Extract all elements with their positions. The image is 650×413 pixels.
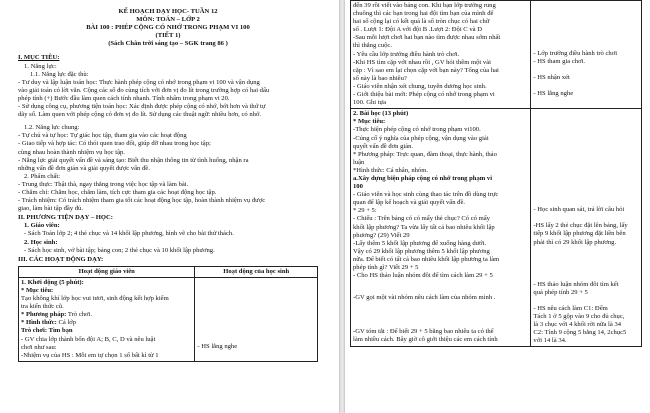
text-line: - HS nhận xét [533, 74, 570, 82]
text-line: phải thì có 29 khối lập phương. [533, 238, 617, 246]
text-line: - Trách nhiệm: Có trách nhiệm tham gia tốt các hoạt động học tập, hoàn thành nhiệm vụ được [18, 197, 266, 205]
text-line: cùng nhau hoàn thành nhiệm vụ học tập. [18, 148, 125, 156]
text-line: - Lớp trưởng điều hành trò chơi [533, 50, 618, 57]
section-activities: III. CÁC HOẠT ĐỘNG DẠY: [18, 255, 104, 263]
text-line: 1. Khởi động (5 phút): [21, 278, 84, 286]
text-line: - Tư duy và lập luận toán học: Thực hành phép cộng có nhớ trong phạm vi 100 và vận dụng [18, 78, 260, 86]
student-cell [531, 1, 642, 109]
text-line: quyết vấn đề đơn giản. [353, 142, 414, 150]
text-line: - Giáo viên nhận xét chung, tuyên dương học sinh. [353, 82, 487, 90]
header-week: KẾ HOẠCH DẠY HỌC- TUẦN 12 [118, 8, 218, 15]
text-line: -GV tóm tắt : Để biết 29 + 5 bằng bao nhiêu ta có thể [353, 328, 494, 336]
text-line: -HS lấy 2 thẻ chục đặt lên bảng, lấy [533, 222, 628, 230]
student-cell [195, 277, 318, 361]
text-line: quả phép tính 29 + 5 [533, 288, 588, 296]
text-line: phép tính gì? Viết 29 + 5 [353, 264, 419, 271]
label-method: * Phương pháp: [21, 311, 67, 319]
text-line: dãy số. Làm quen với phép cộng có đơn vị đo lít. Sử dụng các thuật ngữ: nhiều hơn, có nhớ. [18, 111, 262, 119]
student-cell [531, 109, 642, 347]
text-line: tiếp 9 khối lập phương đặt liền bên [533, 230, 626, 238]
table-row [351, 1, 642, 109]
text-line: phép tính (+) Bước đầu làm quen cách tính nhanh. Tính nhẩm trong phạm vi 20. [18, 94, 230, 102]
text-line: - Sách học sinh, vở bài tập; bảng con; 2 thẻ chục và 10 khối lập phương. [24, 246, 215, 254]
text-line: C2: Tính 9 cộng 5 bằng 14, 2chục5 [533, 329, 627, 337]
text-line: - Năng lực giải quyết vấn đề và sáng tạo: Biết thu nhận thông tin từ tình huống, nhận ra [18, 156, 249, 164]
text-line: Trò chơi: Tìm bạn [21, 327, 73, 335]
text-line: - HS nêu cách làm C1: Đếm [533, 304, 608, 312]
column-header-student: Hoạt động của học sinh [195, 266, 318, 277]
heading-qualities: 2. Phẩm chất: [24, 172, 61, 180]
header-lesson-title: BÀI 100 : PHÉP CỘNG CÓ NHỚ TRONG PHẠM VI 100 [86, 24, 250, 32]
text-line: -Củng cố ý nghĩa của phép cộng, vận dụng vào giải [353, 134, 489, 142]
text-line: - Chăm chỉ: Chăm học, chăm làm, tích cực tham gia các hoạt động học tập. [18, 188, 217, 196]
text-line: * Mục tiêu: [21, 287, 54, 294]
text-line: -Nhiệm vụ của HS : Mỗi em tự chọn 1 số bất kì từ 1 [21, 351, 159, 359]
text-line: tra kiến thức cũ. [21, 303, 64, 311]
text-line: phương? (29) Viết 29 [353, 231, 410, 239]
teacher-cell [351, 109, 531, 347]
text-line: 2. Bài học (13 phút) [353, 110, 409, 118]
lesson-header [18, 8, 318, 48]
text-line: quan để lập kế hoạch và giải quyết vấn đề. [353, 199, 466, 207]
table-header-row [19, 266, 318, 277]
text-line: Tách 1 ở 5 gộp vào 9 cho đủ chục, [533, 312, 625, 320]
heading-competency: 1. Năng lực: [24, 62, 57, 70]
label-format: * Hình thức: [21, 319, 57, 327]
text-line: * Mục tiêu: [353, 118, 386, 126]
text-line: - Cho HS thảo luận nhóm đôi để tìm cách làm 29 + 5 [353, 272, 493, 280]
text-line: thì thắng cuộc. [353, 42, 393, 50]
text-line: -Khi HS tìm cặp với nhau rồi , GV hỏi thêm một vài [353, 58, 491, 66]
text-line: 100 [353, 183, 363, 191]
text-line: - Giáo viên và học sinh cùng thao tác trên đồ dùng trực [353, 191, 499, 199]
text-line: - HS tham gia chơi. [533, 58, 586, 66]
text-line: * 29 + 5: [353, 207, 377, 215]
text-line: - Tự chủ và tự học: Tự giác học tập, tham gia vào các hoạt động [18, 132, 187, 140]
text-line: nữa. Để biết có tất cả bao nhiêu khối lập phương ta làm [353, 255, 500, 263]
text-line: Tạo không khí lớp học vui tươi, sinh động kết hợp kiểm [21, 295, 169, 303]
text-line: - HS lắng nghe [533, 90, 574, 98]
heading-general-competency: 1.2. Năng lực chung: [24, 124, 80, 132]
value-format: Cá lớp [58, 319, 77, 327]
header-period: (TIẾT 1) [155, 32, 181, 40]
text-line: vào giải toán có lời văn. Cộng các số đo cùng tích với đơn vị đo lít trong trường hợp có hai dấu [18, 86, 270, 94]
text-line: số . Lượt 1: Đội A với đội B .Lượt 2: Đội C và D [353, 26, 482, 34]
text-line: chơi như sau: [21, 343, 57, 351]
text-line: với 14 là 34. [533, 337, 567, 345]
heading-students: 2. Học sinh: [24, 238, 58, 246]
column-header-teacher: Hoạt động giáo viên [19, 266, 195, 277]
text-line: * Phương pháp: Trực quan, đàm thoại, thực hành, thảo [353, 150, 497, 158]
teacher-cell [19, 277, 195, 361]
text-line: 100. Ghi tựa [353, 99, 387, 107]
section-materials: II. PHƯƠNG TIỆN DẠY – HỌC: [18, 214, 114, 222]
text-line: - HS thảo luận nhóm đôi tìm kết [533, 280, 619, 288]
table-row [351, 109, 642, 347]
text-line: là 3 chục với 4 khối rời nữa là 34 [533, 320, 622, 328]
text-line: -Lấy thêm 5 khối lập phương để xuống hàng dưới. [353, 239, 487, 247]
heading-specific-competency: 1.1. Năng lực đặc thù: [30, 70, 89, 78]
text-line: - Chiếu : Trên bảng có có mấy thẻ chục? Có có mấy [353, 215, 490, 223]
teacher-cell [351, 1, 531, 109]
page-right-content [350, 0, 642, 347]
text-line: chuông thì các bạn trong hai đội tìm bạn của mình để [353, 10, 494, 18]
section-objectives: I. MỤC TIÊU: [18, 54, 60, 62]
text-line: - HS lắng nghe [197, 342, 238, 350]
text-line: - Yêu cầu lớp trưởng điều hành trò chơi. [353, 50, 460, 58]
text-line: số này là bao nhiêu? [353, 74, 407, 82]
heading-teacher: 1. Giáo viên: [24, 222, 60, 230]
text-line: những vấn đề đơn giản và giải quyết được vấn đề. [18, 164, 150, 172]
text-line: Vậy có 29 khối lập phương thêm 5 khối lập phương [353, 247, 490, 255]
text-line: khối lập phương? Ta vừa lấy tất cả bao nhiêu khối lập [353, 223, 495, 231]
text-line: - Giao tiếp và hợp tác: Có thói quen trao đổi, giúp đỡ nhau trong học tập; [18, 140, 211, 148]
table-row [19, 277, 318, 361]
text-line: giao, làm bài tập đầy đủ. [18, 205, 84, 213]
text-line: -Sau mỗi lượt chơi hai bạn nào tìm được nhau sớm nhất [353, 34, 501, 42]
text-line: - GV chia lớp thành bốn đội A; B, C, D và nêu luật [21, 335, 156, 343]
text-line: - Sử dụng công cụ, phương tiện toán học: Xác định được phép cộng có nhớ, bớt hơn và thứ tự [18, 103, 266, 111]
text-line: - Trung thực: Thật thà, ngay thẳng trong việc học tập và làm bài. [18, 180, 189, 188]
text-line: luận [353, 158, 365, 166]
text-line: làm nhiều cách. Bây giờ cô giới thiệu các em cách tính [353, 336, 498, 344]
value-method: Trò chơi. [67, 311, 93, 319]
text-line: -GV gọi một vài nhóm nêu cách làm của nhóm mình . [353, 294, 496, 302]
text-line: - Giới thiệu bài mới: Phép cộng có nhớ trong phạm vi [353, 91, 495, 99]
text-line: cặp : Vì sao em lại chọn cặp với bạn này? Tổng của hai [353, 66, 499, 74]
activities-table-continued [350, 0, 642, 347]
activities-table [18, 266, 318, 362]
text-line: - Học sinh quan sát, trả lời câu hỏi [533, 206, 625, 214]
page-left-content [18, 8, 318, 362]
document-page-right [345, 0, 650, 413]
text-line: - Sách Toán lớp 2; 4 thẻ chục và 14 khối lập phương, hình vẽ cho bài thử thách. [24, 230, 234, 238]
text-line: -Thực hiện phép cộng có nhớ trong phạm vi100. [353, 126, 481, 134]
text-line: a.Xây dựng biện pháp cộng có nhớ trong phạm vi [353, 174, 493, 182]
header-subject: MÔN: TOÁN – LỚP 2 [136, 16, 200, 24]
text-line: đến 39 rồi viết vào bảng con. Khi bạn lớp trưởng rung [353, 2, 496, 9]
header-source: (Sách Chân trời sáng tạo – SGK trang 86 ) [108, 40, 228, 48]
text-line: hai số cộng lại có kết quả là số tròn chục có hai chữ [353, 18, 490, 26]
text-line: *Hình thức: Cá nhân, nhóm. [353, 166, 428, 174]
